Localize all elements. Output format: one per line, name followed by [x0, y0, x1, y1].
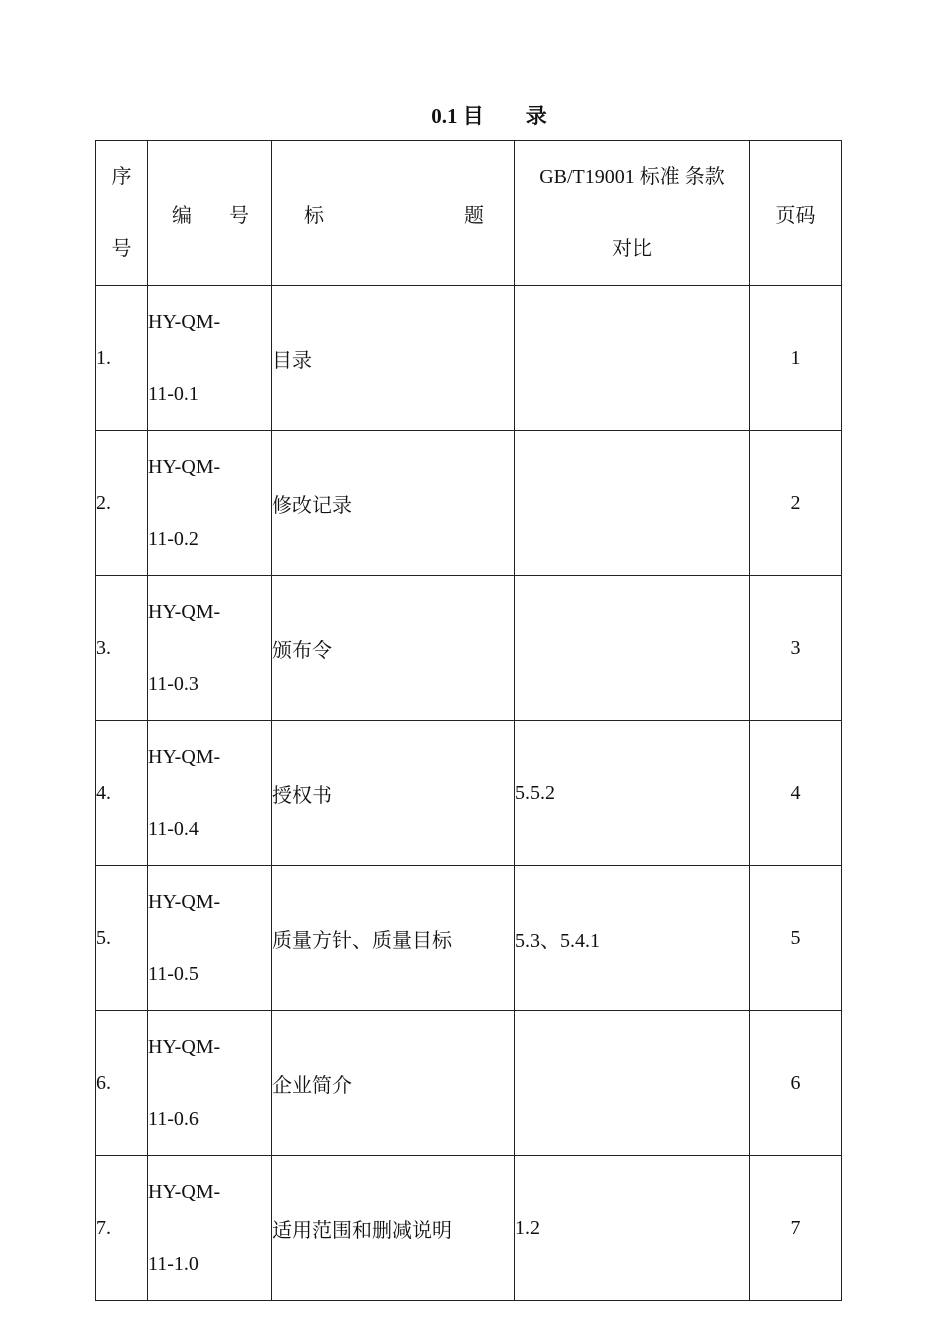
header-clause — [515, 141, 750, 286]
header-seq — [96, 141, 148, 286]
row-clause: 5.5.2 — [515, 721, 750, 866]
row-title: 质量方针、质量目标 — [272, 866, 515, 1011]
header-page: 页码 — [750, 141, 842, 286]
row-code-line1: HY-QM- — [148, 891, 221, 913]
row-seq: 7. — [96, 1156, 148, 1301]
row-clause — [515, 576, 750, 721]
row-code-line2: 11-0.2 — [148, 528, 199, 550]
header-seq-line2: 号 — [111, 238, 132, 260]
table-row — [96, 866, 842, 1011]
row-code — [148, 1011, 272, 1156]
row-code — [148, 721, 272, 866]
table-row — [96, 431, 842, 576]
row-page: 1 — [750, 286, 842, 431]
table-row — [96, 286, 842, 431]
row-code — [148, 866, 272, 1011]
row-seq: 2. — [96, 431, 148, 576]
header-clause-line2: 对比 — [612, 238, 652, 260]
row-page: 5 — [750, 866, 842, 1011]
header-code-char1: 编 — [172, 204, 192, 227]
row-clause — [515, 431, 750, 576]
row-title: 授权书 — [272, 721, 515, 866]
table-row — [96, 721, 842, 866]
row-code-line1: HY-QM- — [148, 601, 221, 623]
row-page: 4 — [750, 721, 842, 866]
header-clause-line1: GB/T19001 标准 条款 — [539, 166, 725, 188]
row-code-line1: HY-QM- — [148, 1181, 221, 1203]
row-code-line1: HY-QM- — [148, 746, 221, 768]
row-clause: 5.3、5.4.1 — [515, 866, 750, 1011]
row-code-line2: 11-0.1 — [148, 383, 199, 405]
row-page: 7 — [750, 1156, 842, 1301]
row-clause: 1.2 — [515, 1156, 750, 1301]
toc-table — [95, 140, 842, 1301]
row-code-line2: 11-0.4 — [148, 818, 199, 840]
row-seq: 4. — [96, 721, 148, 866]
row-code — [148, 286, 272, 431]
row-code — [148, 576, 272, 721]
row-page: 3 — [750, 576, 842, 721]
row-code — [148, 1156, 272, 1301]
table-row — [96, 576, 842, 721]
page-title: 0.1 目 录 — [431, 104, 547, 128]
row-title: 修改记录 — [272, 431, 515, 576]
header-code-char2: 号 — [229, 204, 249, 227]
table-row — [96, 1011, 842, 1156]
row-page: 6 — [750, 1011, 842, 1156]
row-code-line2: 11-0.3 — [148, 673, 199, 695]
row-code-line2: 11-1.0 — [148, 1253, 199, 1275]
header-title-char1: 标 — [304, 204, 324, 227]
row-clause — [515, 1011, 750, 1156]
row-title: 企业简介 — [272, 1011, 515, 1156]
row-seq: 6. — [96, 1011, 148, 1156]
row-code-line1: HY-QM- — [148, 311, 221, 333]
table-header-row — [96, 141, 842, 286]
header-title — [272, 141, 515, 286]
row-seq: 1. — [96, 286, 148, 431]
row-seq: 3. — [96, 576, 148, 721]
row-seq: 5. — [96, 866, 148, 1011]
row-page: 2 — [750, 431, 842, 576]
row-title: 适用范围和删减说明 — [272, 1156, 515, 1301]
row-clause — [515, 286, 750, 431]
header-seq-line1: 序 — [111, 166, 132, 188]
row-code-line1: HY-QM- — [148, 456, 221, 478]
row-code-line2: 11-0.5 — [148, 963, 199, 985]
row-code — [148, 431, 272, 576]
row-title: 颁布令 — [272, 576, 515, 721]
row-code-line2: 11-0.6 — [148, 1108, 199, 1130]
row-code-line1: HY-QM- — [148, 1036, 221, 1058]
row-title: 目录 — [272, 286, 515, 431]
header-code — [148, 141, 272, 286]
header-title-char2: 题 — [464, 204, 484, 227]
table-row — [96, 1156, 842, 1301]
